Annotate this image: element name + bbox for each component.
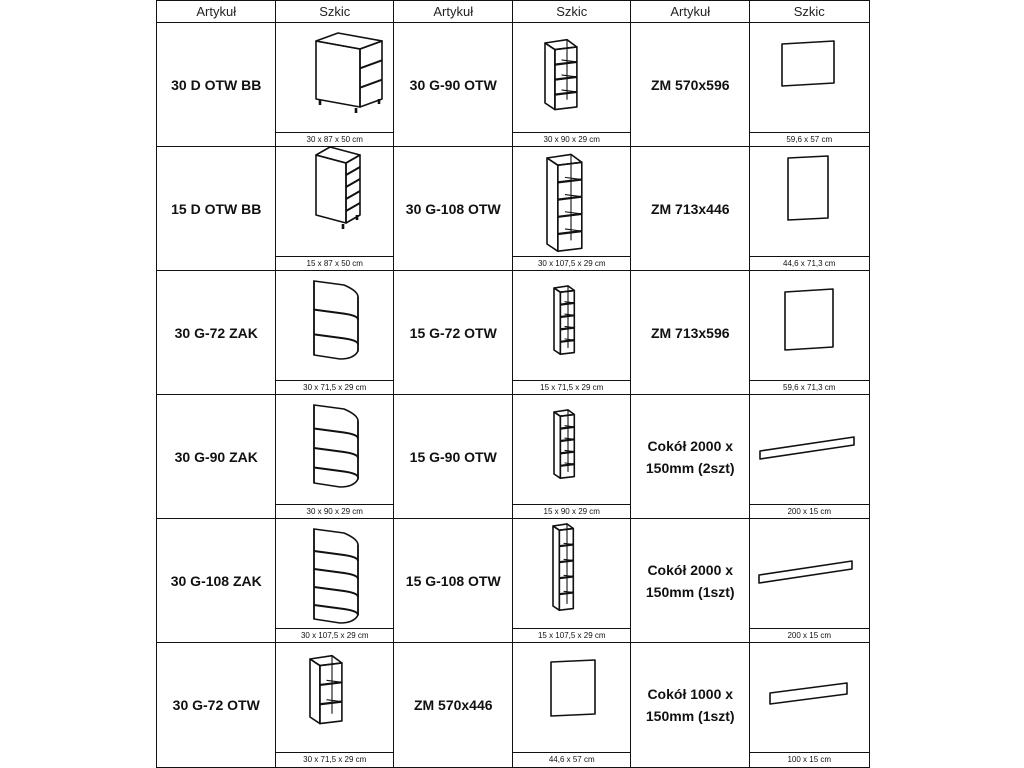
sketch-cell (749, 146, 870, 272)
dimension-label: 200 x 15 cm (750, 504, 869, 519)
column-header-szkic: Szkic (512, 0, 632, 24)
dimension-label: 200 x 15 cm (750, 628, 869, 643)
sketch-cell (275, 518, 395, 644)
column-header-szkic: Szkic (749, 0, 870, 24)
dimension-label: 15 x 90 x 29 cm (513, 504, 631, 519)
sketch-cell (512, 22, 632, 148)
sketch-cell (749, 394, 870, 520)
article-code: 30 D OTW BB (156, 22, 277, 148)
dimension-label: 30 x 71,5 x 29 cm (276, 380, 394, 395)
dimension-label: 44,6 x 71,3 cm (750, 256, 869, 271)
dimension-label: 59,6 x 57 cm (750, 132, 869, 147)
article-code: ZM 713x596 (630, 270, 751, 396)
dimension-label: 30 x 90 x 29 cm (276, 504, 394, 519)
article-code: Cokół 1000 x 150mm (1szt) (630, 642, 751, 768)
article-code: ZM 713x446 (630, 146, 751, 272)
column-header-artykul: Artykuł (393, 0, 514, 24)
article-code: Cokół 2000 x 150mm (1szt) (630, 518, 751, 644)
article-code: 15 G-90 OTW (393, 394, 514, 520)
dimension-label: 15 x 107,5 x 29 cm (513, 628, 631, 643)
sketch-cell (512, 394, 632, 520)
sketch-cell (275, 146, 395, 272)
dimension-label: 15 x 71,5 x 29 cm (513, 380, 631, 395)
sketch-cell (275, 394, 395, 520)
article-code: 30 G-108 ZAK (156, 518, 277, 644)
article-code: 30 G-72 OTW (156, 642, 277, 768)
dimension-label: 15 x 87 x 50 cm (276, 256, 394, 271)
product-table (156, 0, 868, 768)
sketch-cell (749, 270, 870, 396)
article-code: 15 G-72 OTW (393, 270, 514, 396)
sketch-cell (275, 22, 395, 148)
sketch-cell (275, 642, 395, 768)
sketch-cell (275, 270, 395, 396)
article-code: 30 G-90 ZAK (156, 394, 277, 520)
column-header-szkic: Szkic (275, 0, 395, 24)
article-code: 15 G-108 OTW (393, 518, 514, 644)
sketch-cell (749, 642, 870, 768)
article-code: Cokół 2000 x 150mm (2szt) (630, 394, 751, 520)
article-code: 30 G-108 OTW (393, 146, 514, 272)
sketch-cell (512, 270, 632, 396)
sketch-cell (512, 518, 632, 644)
sketch-cell (749, 22, 870, 148)
dimension-label: 30 x 71,5 x 29 cm (276, 752, 394, 767)
dimension-label: 30 x 107,5 x 29 cm (276, 628, 394, 643)
article-code: ZM 570x596 (630, 22, 751, 148)
dimension-label: 59,6 x 71,3 cm (750, 380, 869, 395)
column-header-artykul: Artykuł (156, 0, 277, 24)
column-header-artykul: Artykuł (630, 0, 751, 24)
article-code: 30 G-90 OTW (393, 22, 514, 148)
article-code: 30 G-72 ZAK (156, 270, 277, 396)
sketch-cell (749, 518, 870, 644)
dimension-label: 30 x 87 x 50 cm (276, 132, 394, 147)
article-code: 15 D OTW BB (156, 146, 277, 272)
article-code: ZM 570x446 (393, 642, 514, 768)
sketch-cell (512, 642, 632, 768)
sketch-cell (512, 146, 632, 272)
dimension-label: 100 x 15 cm (750, 752, 869, 767)
dimension-label: 30 x 90 x 29 cm (513, 132, 631, 147)
dimension-label: 30 x 107,5 x 29 cm (513, 256, 631, 271)
dimension-label: 44,6 x 57 cm (513, 752, 631, 767)
